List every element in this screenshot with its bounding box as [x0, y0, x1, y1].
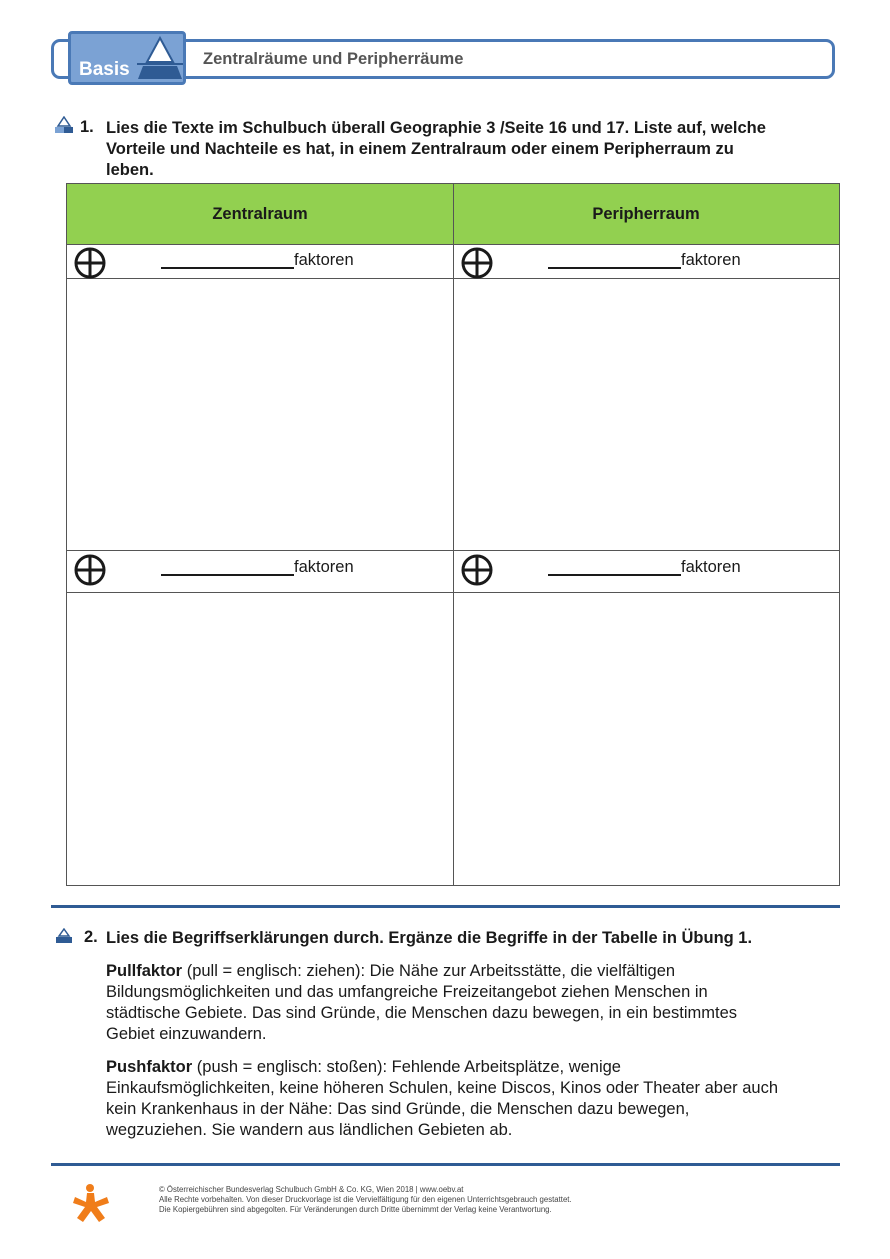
footer-line-1: © Österreichischer Bundesverlag Schulbuch GmbH & Co. KG, Wien 2018 | www.oebv.at: [159, 1185, 464, 1194]
row-label-peripher-2: [454, 551, 840, 585]
faktoren-label: faktoren: [681, 251, 741, 269]
fill-in-blank[interactable]: [161, 574, 294, 576]
factors-table: [66, 183, 840, 886]
pushfaktor-line-2: Einkaufsmöglichkeiten, keine höheren Schulen, keine Discos, Kinos oder Theater aber auch: [106, 1079, 779, 1097]
fill-in-blank[interactable]: [548, 267, 681, 269]
footer-line-3: Die Kopiergebühren sind abgegolten. Für Veränderungen durch Dritte übernimmt der Verlag keine Verantwortung.: [159, 1205, 552, 1214]
pullfaktor-line-2: Bildungsmöglichkeiten und das umfangreiche Freizeitangebot ziehen Menschen in: [106, 983, 708, 1001]
task-1-instruction: [106, 118, 846, 181]
pullfaktor-line-4: Gebiet einzuwandern.: [106, 1025, 267, 1043]
task-1-number: 1.: [80, 118, 94, 136]
pushfaktor-line-4: wegzuziehen. Sie wandern aus ländlichen Gebieten ab.: [106, 1121, 513, 1139]
task-1-line-2: Vorteile und Nachteile es hat, in einem Zentralraum oder einem Peripherraum zu: [106, 140, 734, 158]
oebv-logo-icon: [71, 1183, 111, 1223]
task-1-line-1: Lies die Texte im Schulbuch überall Geographie 3 /Seite 16 und 17. Liste auf, welche: [106, 119, 766, 137]
footer-divider: [51, 1163, 840, 1166]
page-title: Zentralräume und Peripherräume: [203, 50, 464, 68]
level-badge: [68, 31, 186, 85]
circle-plus-icon: [74, 554, 106, 586]
circle-plus-icon: [461, 554, 493, 586]
pullfaktor-line-3: städtische Gebiete. Das sind Gründe, die Menschen dazu bewegen, in ein bestimmtes: [106, 1004, 738, 1022]
faktoren-label: faktoren: [681, 558, 741, 576]
section-divider: [51, 905, 840, 908]
pushfaktor-definition: [106, 1057, 846, 1141]
pullfaktor-term: Pullfaktor: [106, 962, 183, 980]
pyramid-level-icon: [54, 928, 74, 944]
circle-plus-icon: [461, 247, 493, 279]
footer-copyright: [159, 1185, 572, 1215]
fill-in-blank[interactable]: [548, 574, 681, 576]
row-label-peripher-1: [454, 244, 840, 278]
col-header-peripherraum: Peripherraum: [592, 204, 700, 223]
footer-line-2: Alle Rechte vorbehalten. Von dieser Druckvorlage ist die Vervielfältigung für den eigenen Unterrichtsgebrauch gestattet.: [159, 1195, 572, 1204]
answer-area-peripher-2[interactable]: [454, 593, 839, 885]
badge-label: Basis: [79, 59, 130, 80]
pushfaktor-line-3: kein Krankenhaus in der Nähe: Das sind Gründe, die Menschen dazu bewegen,: [106, 1100, 690, 1118]
pullfaktor-definition: [106, 961, 846, 1045]
row-label-zentral-2: [67, 551, 453, 585]
answer-area-zentral-2[interactable]: [67, 593, 452, 885]
fill-in-blank[interactable]: [161, 267, 294, 269]
answer-area-peripher-1[interactable]: [454, 279, 839, 550]
task-2-instruction: Lies die Begriffserklärungen durch. Ergänze die Begriffe in der Tabelle in Übung 1.: [106, 929, 753, 947]
circle-plus-icon: [74, 247, 106, 279]
pullfaktor-line-1: (pull = englisch: ziehen): Die Nähe zur Arbeitsstätte, die vielfältigen: [182, 962, 676, 980]
faktoren-label: faktoren: [294, 558, 354, 576]
col-header-zentralraum: Zentralraum: [212, 204, 308, 223]
faktoren-label: faktoren: [294, 251, 354, 269]
task-2-number: 2.: [84, 928, 98, 946]
pushfaktor-term: Pushfaktor: [106, 1058, 193, 1076]
pushfaktor-line-1: (push = englisch: stoßen): Fehlende Arbeitsplätze, wenige: [192, 1058, 621, 1076]
pyramid-level-icon: [54, 116, 74, 134]
row-label-zentral-1: [67, 244, 453, 278]
pyramid-icon: [137, 36, 183, 80]
task-1-line-3: leben.: [106, 161, 154, 179]
answer-area-zentral-1[interactable]: [67, 279, 452, 550]
